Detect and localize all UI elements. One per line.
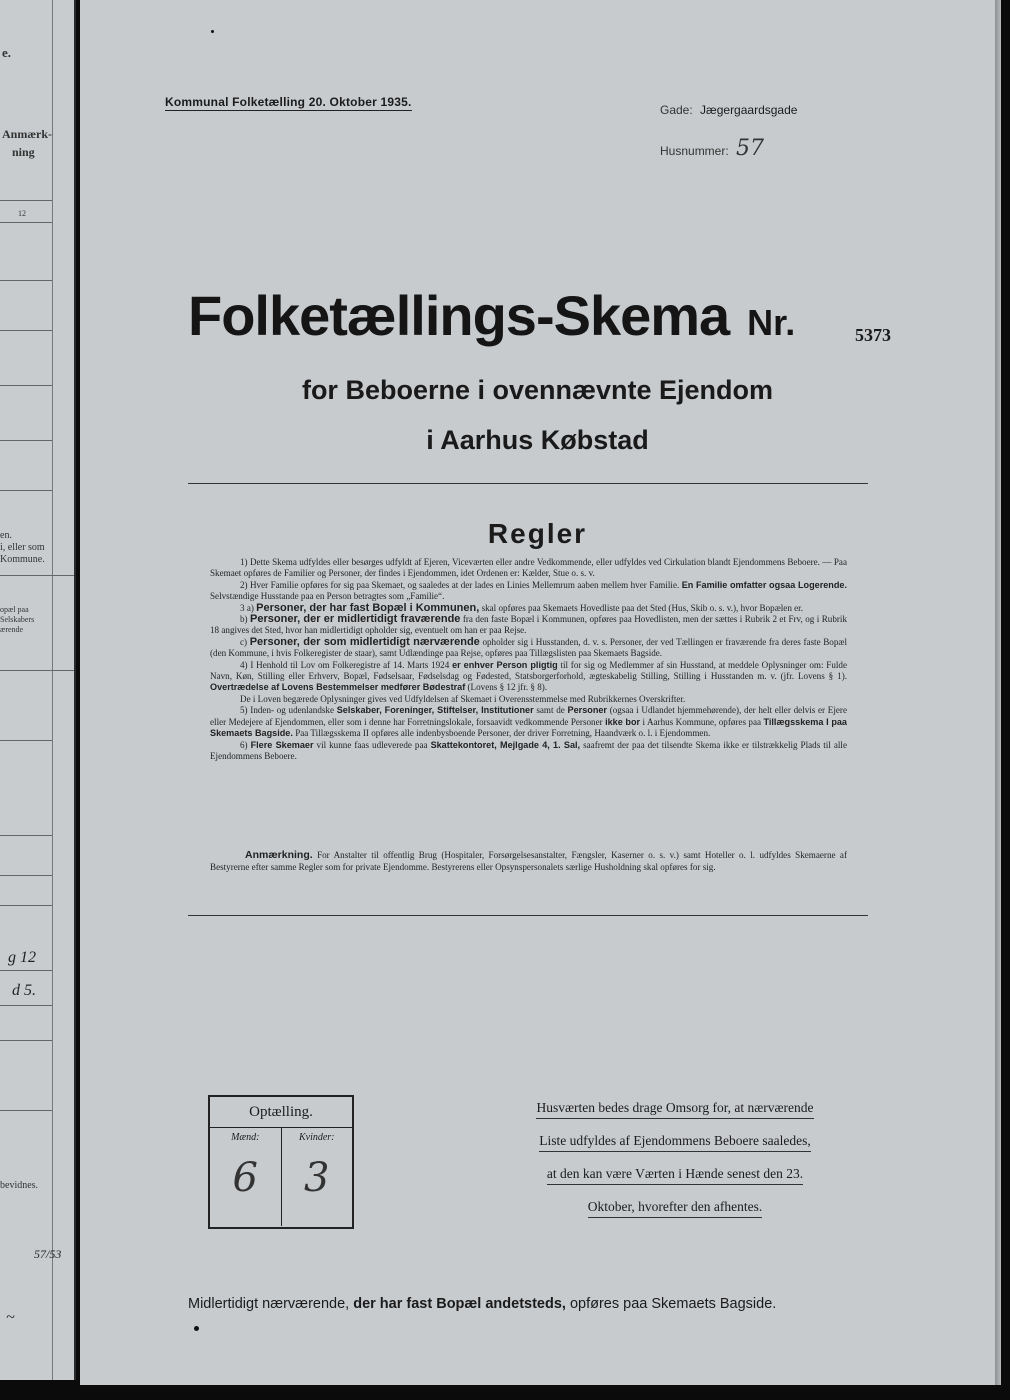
left-page-text: Kommune.	[0, 554, 45, 565]
left-page-rule	[0, 575, 74, 576]
rule-3b: b) Personer, der er midlertidigt fraværende fra den faste Bopæl i Kommunen, opføres paa Hovedlisten, men der sættes i Rubrik 2 et Frv, og i Rubrik 18 angives det Sted, hvor han midlertidigt opholder sig, eventuelt om han er paa Rejse.	[210, 613, 847, 636]
left-page-text: i, eller som	[0, 542, 45, 553]
rule-2: 2) Hver Familie opføres for sig paa Skemaet, og saaledes at der lades en Linies Mellemrum aaben mellem hver Familie. En Familie omfatter ogsaa Logerende. Selvstændige Husstande paa en Person betragtes som „Familie“.	[210, 579, 847, 602]
left-page-rule	[0, 670, 74, 671]
left-page-fragment	[0, 0, 76, 1380]
notice-line: Liste udfyldes af Ejendommens Beboere saaledes,	[539, 1133, 810, 1152]
left-page-rule	[0, 280, 52, 281]
notice-line: Oktober, hvorefter den afhentes.	[588, 1199, 763, 1218]
men-label: Mænd:	[231, 1132, 260, 1143]
left-page-rule	[0, 1110, 52, 1111]
form-title	[188, 283, 795, 348]
rules-heading: Regler	[487, 518, 588, 549]
census-title: Kommunal Folketælling 20. Oktober 1935.	[165, 95, 412, 109]
rules-text	[210, 557, 847, 762]
divider	[188, 483, 868, 484]
rule-6: 6) Flere Skemaer vil kunne faas udleverede paa Skattekontoret, Mejlgade 4, 1. Sal, saafremt der paa det tilsendte Skema ikke er tilstrækkelig Plads til alle Ejendommens Beboere.	[210, 739, 847, 761]
notice-line: Husværten bedes drage Omsorg for, at nærværende	[536, 1100, 813, 1119]
footer-part-2: der har fast Bopæl andetsteds,	[353, 1296, 566, 1312]
left-page-handwriting: d 5.	[12, 982, 36, 999]
left-page-rule	[0, 222, 52, 223]
street-field	[660, 103, 797, 117]
left-page-rule	[0, 835, 52, 836]
left-page-column-rule	[52, 0, 53, 1380]
left-page-handwriting: g 12	[8, 949, 36, 966]
count-title: Optælling.	[210, 1097, 352, 1128]
ink-dot	[194, 1326, 199, 1331]
women-count-cell	[281, 1128, 353, 1226]
house-number-field	[660, 136, 764, 161]
form-title-main: Folketællings-Skema	[188, 284, 730, 347]
remark-label: Anmærkning.	[245, 849, 313, 861]
divider	[188, 915, 868, 916]
remark-text: For Anstalter til offentlig Brug (Hospitaler, Forsørgelsesanstalter, Fængsler, Kaserner o. s. v.) samt Hoteller o. l. udfyldes Skemaerne af Bestyrerne efter samme Regler som for private Ejendomme. Bestyrerens eller Opsynspersonalets særlige Husholdning skal opføres for sig.	[210, 850, 847, 872]
left-page-column-number: 12	[18, 209, 26, 218]
notice-line: at den kan være Værten i Hænde senest den 23.	[547, 1166, 803, 1185]
left-page-text: ærende	[0, 625, 24, 634]
men-count-cell	[210, 1128, 281, 1226]
left-page-column-title: Anmærk-	[2, 127, 52, 141]
left-page-rule	[0, 905, 52, 906]
form-number-value: 5373	[855, 325, 891, 345]
left-page-text: bevidnes.	[0, 1180, 39, 1191]
left-page-column-title-2: ning	[12, 145, 35, 159]
rule-1: 1) Dette Skema udfyldes eller besørges udfyldt af Ejeren, Viceværten eller andre Vedkommende, eller udfyldes ved Cirkulation blandt Ejendommens Beboere. — Paa Skemaet opføres de Familier og Personer, der findes i Ejendommen, idet Ordenen er: Kælder, Stue o. s. v.	[210, 557, 847, 579]
rule-3a: 3 a) Personer, der har fast Bopæl i Kommunen, skal opføres paa Skemaets Hovedliste paa det Sted (Hus, Skib o. s. v.), hvor Bopælen er.	[240, 601, 803, 614]
page-edge	[995, 0, 1001, 1385]
men-count-value: 6	[232, 1155, 258, 1201]
left-page-header-fragment: e.	[2, 45, 12, 60]
left-page-rule	[0, 875, 52, 876]
form-number-label: Nr.	[747, 302, 796, 343]
left-page-handwriting: ~	[6, 1309, 15, 1326]
rule-5: 5) Inden- og udenlandske Selskaber, Foreninger, Stiftelser, Institutioner samt de Personer (ogsaa i Udlandet hjemmehørende), der helt eller delvis er Ejere eller Medejere af Ejendommen, eller som i denne har Forretningslokale, forsaavidt vedkommende Personer ikke bor i Aarhus Kommune, opføres paa Tillægsskema I paa Skemaets Bagside. Paa Tillægsskema II opføres alle indenbysboende Personer, der driver Forretning, Haandværk o. l. i Ejendommen.	[210, 705, 847, 739]
left-page-text: en.	[0, 530, 12, 541]
street-value: Jægergaardsgade	[700, 103, 798, 117]
rule-3c: c) Personer, der som midlertidigt nærværende opholder sig i Husstanden, d. v. s. Personer, der ved Tællingen er fraværende fra deres faste Bopæl (den Kommune, i hvis Folkeregister de staar), samt Udlændinge paa Rejse, opføres paa Tillægslisten paa Skemaets Bagside.	[210, 635, 847, 659]
left-page-rule	[0, 440, 52, 441]
census-form-page	[80, 0, 1001, 1385]
form-subtitle-location: i Aarhus Købstad	[426, 425, 649, 455]
remark-section	[210, 849, 847, 873]
rule-4-note: De i Loven begærede Oplysninger gives ved Udfyldelsen af Skemaet i Overensstemmelse med Rubrikkernes Overskrifter.	[240, 693, 686, 704]
landlord-notice	[500, 1100, 850, 1232]
left-page-text: Selskabers	[0, 615, 35, 624]
left-page-rule	[0, 1040, 52, 1041]
house-number-value: 57	[736, 136, 765, 161]
left-page-rule	[0, 740, 52, 741]
left-page-text: opæl paa	[0, 605, 29, 614]
count-box	[208, 1095, 354, 1229]
women-label: Kvinder:	[298, 1132, 335, 1143]
left-page-rule	[0, 970, 52, 971]
street-label: Gade:	[660, 103, 693, 117]
left-page-rule	[0, 1005, 52, 1006]
left-page-handwriting: 57/53	[34, 1247, 62, 1261]
footer-part-1: Midlertidigt nærværende,	[188, 1296, 350, 1312]
left-page-rule	[0, 385, 52, 386]
left-page-rule	[0, 200, 52, 201]
footer-note	[188, 1296, 868, 1312]
left-page-rule	[0, 490, 52, 491]
house-number-label: Husnummer:	[660, 144, 729, 158]
footer-part-3: opføres paa Skemaets Bagside.	[569, 1296, 777, 1312]
form-subtitle: for Beboerne i ovennævnte Ejendom	[301, 375, 774, 405]
women-count-value: 3	[304, 1155, 330, 1201]
rule-4: 4) I Henhold til Lov om Folkeregistre af 14. Marts 1924 er enhver Person pligtig til for sig og Medlemmer af sin Husstand, at meddele Oplysninger om: Fulde Navn, Køn, Stilling eller Erhverv, Bopæl, Fødselsaar, Fødselsdag og Fødested, Statsborgerforhold, ægteskabelig Stilling, Stilling i Husstanden m. v. (jfr. Lovens § 1). Overtrædelse af Lovens Bestemmelser medfører Bødestraf (Lovens § 12 jfr. § 8).	[210, 659, 847, 693]
left-page-rule	[0, 330, 52, 331]
ink-dot	[211, 30, 214, 33]
